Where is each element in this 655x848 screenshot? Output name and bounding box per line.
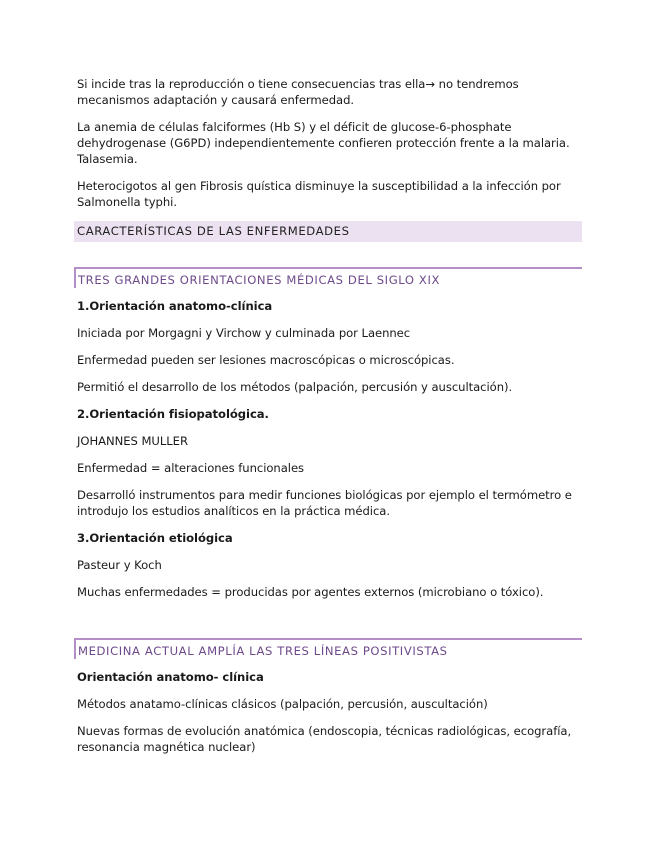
orientation-title: Orientación anatomo- clínica	[77, 670, 264, 684]
body-paragraph: Enfermedad pueden ser lesiones macroscópicas o microscópicas.	[77, 353, 455, 367]
body-paragraph: Iniciada por Morgagni y Virchow y culminada por Laennec	[77, 326, 411, 340]
body-paragraph: Muchas enfermedades = producidas por agentes externos (microbiano o tóxico).	[77, 585, 544, 599]
subsection-heading: MEDICINA ACTUAL AMPLÍA LAS TRES LÍNEAS POSITIVISTAS	[74, 638, 582, 659]
subsection-heading: TRES GRANDES ORIENTACIONES MÉDICAS DEL SIGLO XIX	[74, 267, 582, 288]
intro-paragraph: La anemia de células falciformes (Hb S) y el déficit de glucose-6-phosphate dehydrogenase (G6PD) independientemente confieren protección frente a la malaria. Talasemia.	[77, 120, 570, 166]
orientation-title: 3.Orientación etiológica	[77, 531, 233, 545]
body-paragraph: Permitió el desarrollo de los métodos (palpación, percusión y auscultación).	[77, 380, 513, 394]
spacer	[77, 611, 582, 638]
section-heading: CARACTERÍSTICAS DE LAS ENFERMEDADES	[74, 221, 582, 242]
body-paragraph: Enfermedad = alteraciones funcionales	[77, 461, 305, 475]
body-paragraph: JOHANNES MULLER	[77, 434, 188, 448]
body-paragraph: Desarrolló instrumentos para medir funciones biológicas por ejemplo el termómetro e introdujo los estudios analíticos en la práctica médica.	[77, 488, 572, 518]
body-paragraph: Métodos anatamo-clínicas clásicos (palpación, percusión, auscultación)	[77, 697, 488, 711]
orientation-title: 2.Orientación fisiopatológica.	[77, 407, 269, 421]
document-content	[77, 76, 582, 766]
body-paragraph: Pasteur y Koch	[77, 558, 162, 572]
intro-paragraph: Si incide tras la reproducción o tiene consecuencias tras ella→ no tendremos mecanismos adaptación y causará enfermedad.	[77, 77, 519, 107]
orientation-title: 1.Orientación anatomo-clínica	[77, 299, 273, 313]
intro-paragraph: Heterocigotos al gen Fibrosis quística disminuye la susceptibilidad a la infección por Salmonella typhi.	[77, 179, 561, 209]
body-paragraph: Nuevas formas de evolución anatómica (endoscopia, técnicas radiológicas, ecografía, resonancia magnética nuclear)	[77, 724, 572, 754]
